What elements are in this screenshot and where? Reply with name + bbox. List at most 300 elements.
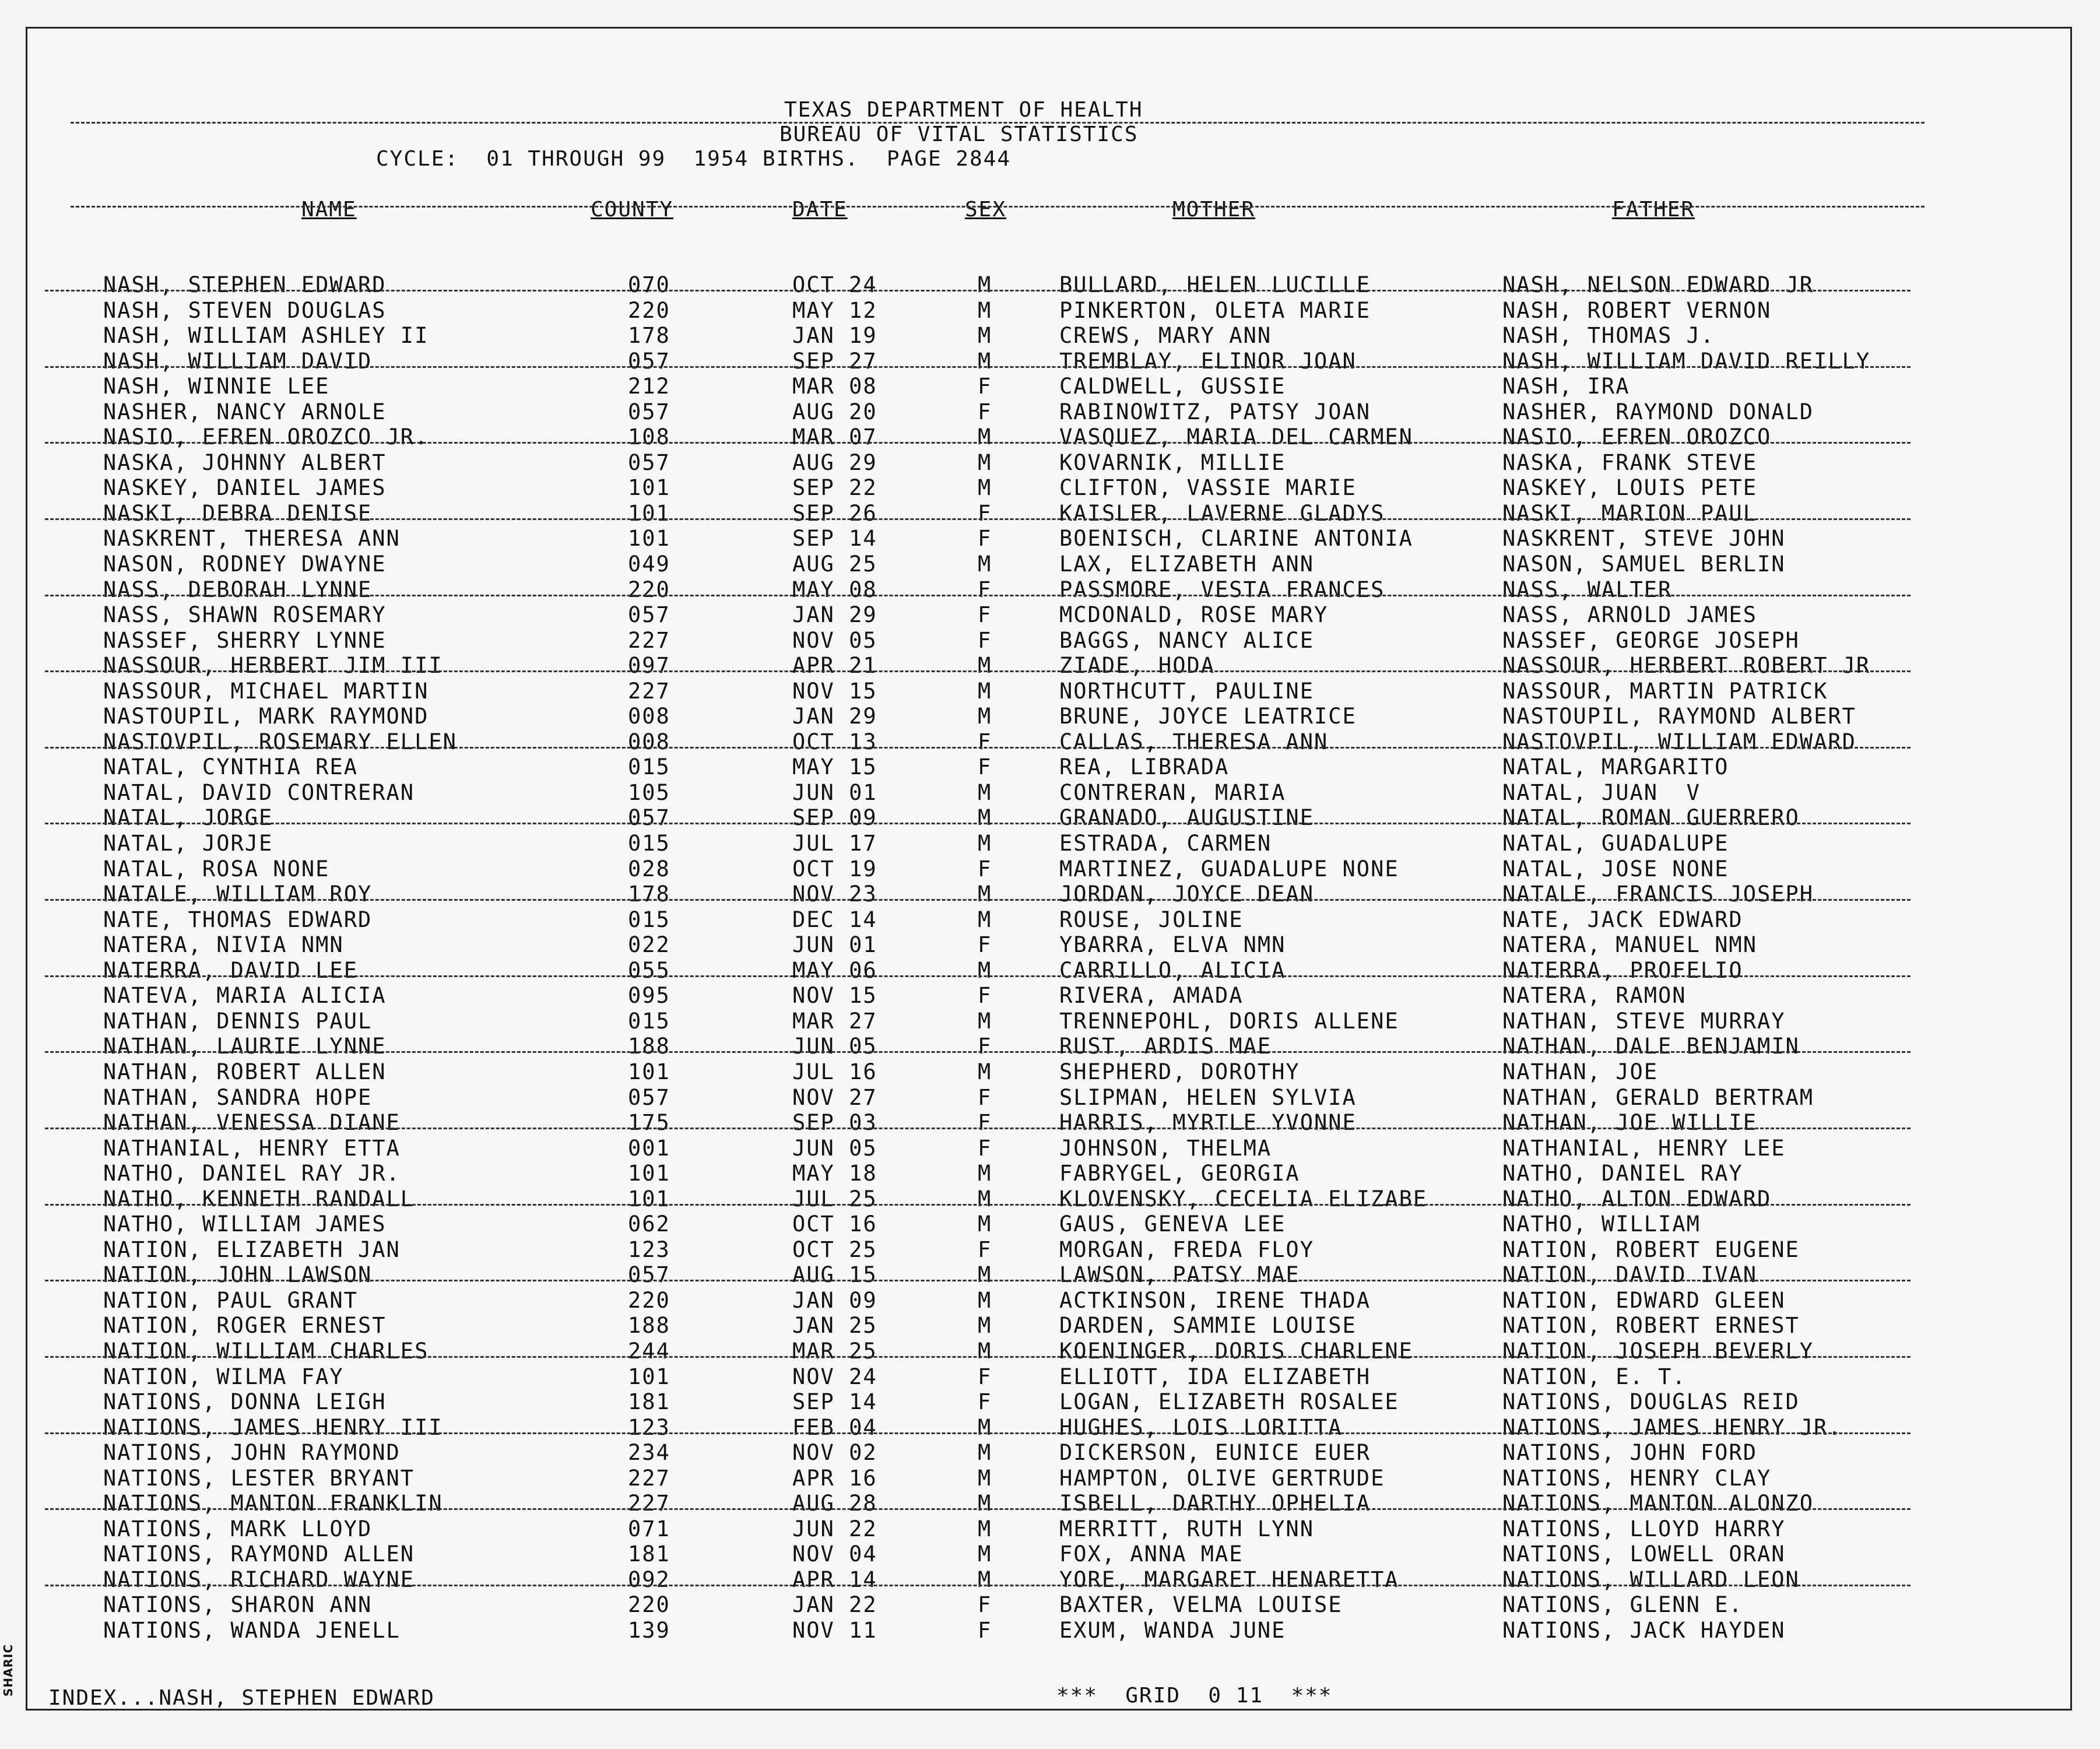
cell-county: 188	[628, 1034, 670, 1059]
cell-father: NATHO, ALTON EDWARD	[1502, 1186, 1772, 1211]
cell-date: SEP 27	[792, 348, 877, 374]
cell-mother: HUGHES, LOIS LORITTA	[1059, 1414, 1343, 1440]
cell-father: NATIONS, LLOYD HARRY	[1502, 1516, 1786, 1541]
table-row	[27, 399, 2070, 425]
cell-name: NASKEY, DANIEL JAMES	[103, 475, 387, 501]
table-row	[27, 679, 2070, 704]
table-row	[27, 1059, 2070, 1085]
cell-mother: ACTKINSON, IRENE THADA	[1059, 1287, 1371, 1313]
cell-mother: BOENISCH, CLARINE ANTONIA	[1059, 526, 1413, 552]
cell-sex: M	[978, 323, 992, 349]
index-footer: INDEX...NASH, STEPHEN EDWARD	[48, 1686, 435, 1710]
cell-mother: FABRYGEL, GEORGIA	[1059, 1161, 1300, 1186]
cell-sex: M	[978, 475, 992, 501]
cell-sex: M	[978, 881, 992, 907]
table-row	[27, 1136, 2070, 1161]
cell-father: NATION, EDWARD GLEEN	[1502, 1287, 1786, 1313]
cell-name: NATHANIAL, HENRY ETTA	[103, 1135, 401, 1161]
cell-county: 123	[628, 1414, 670, 1440]
cell-mother: LAWSON, PATSY MAE	[1059, 1262, 1300, 1288]
table-row	[27, 1415, 2070, 1441]
cell-mother: MCDONALD, ROSE MARY	[1059, 602, 1329, 628]
cell-name: NASKRENT, THERESA ANN	[103, 526, 401, 552]
cell-mother: RIVERA, AMADA	[1059, 983, 1244, 1009]
table-row	[27, 1592, 2070, 1618]
cell-name: NATHAN, VENESSA DIANE	[103, 1110, 401, 1136]
cell-county: 095	[628, 983, 670, 1009]
cell-name: NASIO, EFREN OROZCO JR.	[103, 424, 429, 450]
table-row	[27, 780, 2070, 806]
cell-sex: M	[978, 272, 992, 297]
cell-sex: M	[978, 1186, 992, 1211]
cell-father: NATIONS, MANTON ALONZO	[1502, 1491, 1814, 1516]
cell-sex: M	[978, 1491, 992, 1516]
cell-name: NATION, ROGER ERNEST	[103, 1313, 387, 1339]
cell-father: NATHO, WILLIAM	[1502, 1211, 1701, 1237]
cell-name: NASH, WILLIAM ASHLEY II	[103, 323, 429, 349]
cell-sex: M	[978, 1211, 992, 1237]
table-row	[27, 1491, 2070, 1516]
cell-name: NASS, SHAWN ROSEMARY	[103, 602, 387, 628]
cell-date: JUL 25	[792, 1186, 877, 1211]
cell-father: NASSEF, GEORGE JOSEPH	[1502, 627, 1800, 653]
cell-sex: F	[978, 1034, 992, 1059]
table-row	[27, 1085, 2070, 1111]
cell-sex: F	[978, 754, 992, 780]
cell-father: NASS, WALTER	[1502, 577, 1673, 602]
cell-father: NATION, ROBERT ERNEST	[1502, 1313, 1800, 1339]
cell-county: 057	[628, 399, 670, 424]
cell-date: SEP 22	[792, 475, 877, 501]
cell-name: NATIONS, DONNA LEIGH	[103, 1389, 387, 1415]
cell-mother: CONTRERAN, MARIA	[1059, 779, 1286, 805]
cell-sex: M	[978, 653, 992, 679]
cell-county: 062	[628, 1211, 670, 1237]
cell-date: NOV 27	[792, 1084, 877, 1110]
cell-date: MAY 06	[792, 957, 877, 983]
cell-father: NATERA, RAMON	[1502, 983, 1687, 1009]
table-row	[27, 1618, 2070, 1643]
cell-mother: YORE, MARGARET HENARETTA	[1059, 1567, 1399, 1592]
cell-county: 101	[628, 475, 670, 501]
table-row	[27, 831, 2070, 856]
cell-sex: F	[978, 1237, 992, 1262]
cell-mother: KAISLER, LAVERNE GLADYS	[1059, 500, 1385, 526]
cell-county: 101	[628, 526, 670, 552]
cell-county: 227	[628, 678, 670, 704]
cell-date: AUG 20	[792, 399, 877, 424]
cell-county: 227	[628, 1465, 670, 1491]
cell-father: NASTOVPIL, WILLIAM EDWARD	[1502, 729, 1856, 754]
cell-mother: JOHNSON, THELMA	[1059, 1135, 1272, 1161]
cell-father: NATALE, FRANCIS JOSEPH	[1502, 881, 1814, 907]
microfilm-page	[26, 27, 2072, 1711]
cell-date: NOV 15	[792, 678, 877, 704]
cell-mother: BAXTER, VELMA LOUISE	[1059, 1592, 1343, 1618]
cell-mother: CLIFTON, VASSIE MARIE	[1059, 475, 1357, 501]
cell-county: 175	[628, 1110, 670, 1136]
cell-sex: M	[978, 1262, 992, 1288]
cell-father: NASKI, MARION PAUL	[1502, 500, 1757, 526]
cell-date: NOV 24	[792, 1364, 877, 1389]
cell-mother: CARRILLO, ALICIA	[1059, 957, 1286, 983]
cell-date: MAY 15	[792, 754, 877, 780]
table-row	[27, 1237, 2070, 1263]
cell-date: NOV 23	[792, 881, 877, 907]
cell-mother: PASSMORE, VESTA FRANCES	[1059, 577, 1385, 602]
table-row	[27, 349, 2070, 374]
cell-father: NATIONS, JAMES HENRY JR.	[1502, 1414, 1842, 1440]
cell-mother: FOX, ANNA MAE	[1059, 1541, 1244, 1567]
cell-name: NATHAN, DENNIS PAUL	[103, 1008, 373, 1034]
table-row	[27, 1567, 2070, 1593]
cell-sex: M	[978, 907, 992, 932]
cell-mother: EXUM, WANDA JUNE	[1059, 1617, 1286, 1643]
cell-name: NASSOUR, MICHAEL MARTIN	[103, 678, 429, 704]
cell-name: NASHER, NANCY ARNOLE	[103, 399, 387, 424]
cell-county: 188	[628, 1313, 670, 1339]
cell-sex: F	[978, 602, 992, 628]
cell-mother: KOENINGER, DORIS CHARLENE	[1059, 1338, 1413, 1364]
cell-date: OCT 24	[792, 272, 877, 297]
cell-sex: M	[978, 1541, 992, 1567]
cell-county: 015	[628, 1008, 670, 1034]
cell-county: 015	[628, 831, 670, 856]
table-row	[27, 577, 2070, 603]
cell-date: NOV 15	[792, 983, 877, 1009]
cell-sex: F	[978, 1084, 992, 1110]
cell-mother: ROUSE, JOLINE	[1059, 907, 1244, 932]
table-row	[27, 424, 2070, 450]
cell-mother: PINKERTON, OLETA MARIE	[1059, 297, 1371, 323]
cell-father: NATIONS, GLENN E.	[1502, 1592, 1743, 1618]
cell-father: NATE, JACK EDWARD	[1502, 907, 1743, 932]
column-header-sex: SEX	[965, 198, 1007, 222]
cell-name: NASTOUPIL, MARK RAYMOND	[103, 704, 429, 729]
table-row	[27, 1313, 2070, 1339]
cell-mother: BRUNE, JOYCE LEATRICE	[1059, 704, 1357, 729]
table-row	[27, 450, 2070, 476]
table-row	[27, 323, 2070, 349]
cell-name: NATALE, WILLIAM ROY	[103, 881, 373, 907]
table-row	[27, 1440, 2070, 1466]
cell-county: 139	[628, 1617, 670, 1643]
table-row	[27, 805, 2070, 831]
cell-name: NATE, THOMAS EDWARD	[103, 907, 373, 932]
table-row	[27, 1541, 2070, 1567]
cell-county: 015	[628, 907, 670, 932]
cell-date: AUG 28	[792, 1491, 877, 1516]
cell-county: 101	[628, 1059, 670, 1084]
cell-name: NATHO, DANIEL RAY JR.	[103, 1161, 401, 1186]
cell-sex: M	[978, 1287, 992, 1313]
cell-county: 049	[628, 552, 670, 577]
cell-name: NATIONS, MANTON FRANKLIN	[103, 1491, 443, 1516]
cell-father: NATHAN, GERALD BERTRAM	[1502, 1084, 1814, 1110]
cell-sex: M	[978, 1516, 992, 1541]
cell-sex: F	[978, 1110, 992, 1136]
cell-date: APR 16	[792, 1465, 877, 1491]
cell-sex: F	[978, 374, 992, 399]
table-row	[27, 856, 2070, 882]
table-row	[27, 704, 2070, 729]
cell-mother: SLIPMAN, HELEN SYLVIA	[1059, 1084, 1357, 1110]
cell-date: MAY 12	[792, 297, 877, 323]
cell-mother: ELLIOTT, IDA ELIZABETH	[1059, 1364, 1371, 1389]
cell-date: APR 21	[792, 653, 877, 679]
cell-name: NATION, JOHN LAWSON	[103, 1262, 373, 1288]
cell-name: NASKA, JOHNNY ALBERT	[103, 449, 387, 475]
cell-county: 008	[628, 729, 670, 754]
cell-father: NATIONS, HENRY CLAY	[1502, 1465, 1772, 1491]
cell-name: NATIONS, JAMES HENRY III	[103, 1414, 443, 1440]
cell-father: NASH, WILLIAM DAVID REILLY	[1502, 348, 1871, 374]
column-header-father: FATHER	[1612, 198, 1695, 222]
column-header-name: NAME	[301, 198, 357, 222]
table-row	[27, 552, 2070, 577]
cell-father: NASH, NELSON EDWARD JR	[1502, 272, 1814, 297]
cell-county: 057	[628, 348, 670, 374]
table-row	[27, 907, 2070, 933]
cell-sex: F	[978, 932, 992, 958]
cell-father: NATION, DAVID IVAN	[1502, 1262, 1757, 1288]
cell-date: JAN 09	[792, 1287, 877, 1313]
cell-father: NASON, SAMUEL BERLIN	[1502, 552, 1786, 577]
cell-father: NATHO, DANIEL RAY	[1502, 1161, 1743, 1186]
cell-name: NATHAN, ROBERT ALLEN	[103, 1059, 387, 1084]
cell-mother: KLOVENSKY, CECELIA ELIZABE	[1059, 1186, 1428, 1211]
cell-county: 105	[628, 779, 670, 805]
cell-county: 001	[628, 1135, 670, 1161]
cell-name: NASS, DEBORAH LYNNE	[103, 577, 373, 602]
cell-date: NOV 05	[792, 627, 877, 653]
cell-sex: F	[978, 1364, 992, 1389]
cell-date: FEB 04	[792, 1414, 877, 1440]
cell-name: NATEVA, MARIA ALICIA	[103, 983, 387, 1009]
cell-father: NASKEY, LOUIS PETE	[1502, 475, 1757, 501]
cell-father: NASSOUR, MARTIN PATRICK	[1502, 678, 1828, 704]
cell-county: 055	[628, 957, 670, 983]
cell-date: SEP 09	[792, 805, 877, 831]
cell-father: NASSOUR, HERBERT ROBERT JR	[1502, 653, 1871, 679]
cell-name: NATAL, JORGE	[103, 805, 273, 831]
table-row	[27, 1161, 2070, 1186]
cell-county: 057	[628, 1084, 670, 1110]
cell-county: 008	[628, 704, 670, 729]
cell-county: 101	[628, 1161, 670, 1186]
cell-mother: BAGGS, NANCY ALICE	[1059, 627, 1314, 653]
cell-sex: F	[978, 526, 992, 552]
cell-sex: F	[978, 729, 992, 754]
cell-date: JUN 01	[792, 932, 877, 958]
cell-sex: M	[978, 1414, 992, 1440]
cell-name: NATAL, DAVID CONTRERAN	[103, 779, 415, 805]
cell-sex: M	[978, 348, 992, 374]
table-row	[27, 1034, 2070, 1059]
cell-date: NOV 02	[792, 1440, 877, 1466]
table-row	[27, 526, 2070, 552]
cell-county: 123	[628, 1237, 670, 1262]
cell-father: NATIONS, WILLARD LEON	[1502, 1567, 1800, 1592]
cell-date: OCT 16	[792, 1211, 877, 1237]
table-row	[27, 983, 2070, 1009]
cell-date: JUN 05	[792, 1135, 877, 1161]
cell-county: 227	[628, 1491, 670, 1516]
cell-county: 178	[628, 881, 670, 907]
table-row	[27, 958, 2070, 984]
cell-father: NASH, THOMAS J.	[1502, 323, 1715, 349]
cell-sex: M	[978, 779, 992, 805]
cell-date: MAR 08	[792, 374, 877, 399]
cell-father: NATION, E. T.	[1502, 1364, 1687, 1389]
cell-sex: M	[978, 1440, 992, 1466]
table-row	[27, 1211, 2070, 1237]
cell-date: OCT 13	[792, 729, 877, 754]
cell-date: JUN 01	[792, 779, 877, 805]
cell-father: NASHER, RAYMOND DONALD	[1502, 399, 1814, 424]
cell-county: 057	[628, 449, 670, 475]
cell-sex: F	[978, 856, 992, 881]
cell-county: 022	[628, 932, 670, 958]
cell-date: JAN 19	[792, 323, 877, 349]
cell-father: NATHAN, JOE WILLIE	[1502, 1110, 1757, 1136]
table-row	[27, 729, 2070, 755]
table-row	[27, 298, 2070, 324]
cell-name: NASSOUR, HERBERT JIM III	[103, 653, 443, 679]
cell-mother: CALDWELL, GUSSIE	[1059, 374, 1286, 399]
cell-name: NATION, WILMA FAY	[103, 1364, 344, 1389]
table-row	[27, 881, 2070, 907]
table-row	[27, 1262, 2070, 1288]
cell-name: NATIONS, WANDA JENELL	[103, 1617, 401, 1643]
cell-date: MAR 07	[792, 424, 877, 450]
cell-name: NATIONS, RICHARD WAYNE	[103, 1567, 415, 1592]
cell-date: SEP 14	[792, 526, 877, 552]
cell-sex: F	[978, 500, 992, 526]
cell-county: 234	[628, 1440, 670, 1466]
cell-county: 092	[628, 1567, 670, 1592]
cell-father: NASH, ROBERT VERNON	[1502, 297, 1772, 323]
table-row	[27, 754, 2070, 780]
cell-name: NASON, RODNEY DWAYNE	[103, 552, 387, 577]
cell-mother: MERRITT, RUTH LYNN	[1059, 1516, 1314, 1541]
cell-sex: M	[978, 424, 992, 450]
cell-father: NASS, ARNOLD JAMES	[1502, 602, 1757, 628]
cell-mother: MORGAN, FREDA FLOY	[1059, 1237, 1314, 1262]
cell-date: SEP 26	[792, 500, 877, 526]
cell-father: NATIONS, LOWELL ORAN	[1502, 1541, 1786, 1567]
cell-mother: ISBELL, DARTHY OPHELIA	[1059, 1491, 1371, 1516]
table-row	[27, 1339, 2070, 1364]
cell-date: MAY 08	[792, 577, 877, 602]
cell-father: NATERA, MANUEL NMN	[1502, 932, 1757, 958]
cell-mother: HARRIS, MYRTLE YVONNE	[1059, 1110, 1357, 1136]
cell-sex: M	[978, 1008, 992, 1034]
cell-sex: F	[978, 1617, 992, 1643]
cell-father: NATAL, MARGARITO	[1502, 754, 1729, 780]
cell-sex: M	[978, 1059, 992, 1084]
header-rule	[71, 122, 1925, 124]
cell-father: NATAL, GUADALUPE	[1502, 831, 1729, 856]
cycle-line: CYCLE: 01 THROUGH 99 1954 BIRTHS. PAGE 2844	[376, 147, 1011, 171]
table-row	[27, 1364, 2070, 1390]
cell-sex: F	[978, 1389, 992, 1415]
cell-county: 227	[628, 627, 670, 653]
cell-sex: M	[978, 449, 992, 475]
cell-date: JAN 29	[792, 602, 877, 628]
table-row	[27, 1516, 2070, 1542]
cell-father: NATAL, JUAN V	[1502, 779, 1701, 805]
cell-mother: RUST, ARDIS MAE	[1059, 1034, 1272, 1059]
table-row	[27, 1186, 2070, 1212]
page-title: TEXAS DEPARTMENT OF HEALTH	[784, 98, 1143, 122]
cell-county: 057	[628, 805, 670, 831]
cell-mother: BULLARD, HELEN LUCILLE	[1059, 272, 1371, 297]
cell-sex: M	[978, 1338, 992, 1364]
cell-father: NATIONS, DOUGLAS REID	[1502, 1389, 1800, 1415]
cell-name: NASH, WILLIAM DAVID	[103, 348, 373, 374]
cell-mother: TREMBLAY, ELINOR JOAN	[1059, 348, 1357, 374]
cell-name: NATIONS, SHARON ANN	[103, 1592, 373, 1618]
cell-name: NASKI, DEBRA DENISE	[103, 500, 373, 526]
cell-mother: CALLAS, THERESA ANN	[1059, 729, 1329, 754]
table-row	[27, 272, 2070, 298]
table-row	[27, 1389, 2070, 1415]
cell-mother: ESTRADA, CARMEN	[1059, 831, 1272, 856]
cell-date: MAR 27	[792, 1008, 877, 1034]
cell-county: 181	[628, 1541, 670, 1567]
cell-father: NATAL, JOSE NONE	[1502, 856, 1729, 881]
cell-sex: M	[978, 704, 992, 729]
table-row	[27, 374, 2070, 399]
cell-sex: F	[978, 627, 992, 653]
column-header-rule	[71, 206, 1925, 208]
cell-father: NASH, IRA	[1502, 374, 1630, 399]
cell-date: AUG 29	[792, 449, 877, 475]
table-row	[27, 628, 2070, 654]
cell-name: NATERA, NIVIA NMN	[103, 932, 344, 958]
cell-date: JUN 05	[792, 1034, 877, 1059]
cell-father: NATHAN, STEVE MURRAY	[1502, 1008, 1786, 1034]
cell-date: JAN 29	[792, 704, 877, 729]
cell-county: 097	[628, 653, 670, 679]
cell-sex: M	[978, 297, 992, 323]
cell-sex: M	[978, 678, 992, 704]
cell-mother: NORTHCUTT, PAULINE	[1059, 678, 1314, 704]
cell-father: NASTOUPIL, RAYMOND ALBERT	[1502, 704, 1856, 729]
cell-mother: ZIADE, HODA	[1059, 653, 1216, 679]
cell-father: NATERRA, PROFELIO	[1502, 957, 1743, 983]
cell-mother: SHEPHERD, DOROTHY	[1059, 1059, 1300, 1084]
table-row	[27, 475, 2070, 501]
cell-mother: DICKERSON, EUNICE EUER	[1059, 1440, 1371, 1466]
cell-county: 220	[628, 1287, 670, 1313]
cell-county: 101	[628, 500, 670, 526]
cell-name: NATHAN, SANDRA HOPE	[103, 1084, 373, 1110]
cell-name: NATERRA, DAVID LEE	[103, 957, 358, 983]
cell-county: 101	[628, 1186, 670, 1211]
cell-name: NASH, WINNIE LEE	[103, 374, 330, 399]
cell-sex: M	[978, 1567, 992, 1592]
cell-date: AUG 15	[792, 1262, 877, 1288]
cell-name: NATHO, WILLIAM JAMES	[103, 1211, 387, 1237]
cell-mother: KOVARNIK, MILLIE	[1059, 449, 1286, 475]
cell-sex: F	[978, 577, 992, 602]
cell-father: NASKA, FRANK STEVE	[1502, 449, 1757, 475]
cell-date: JUN 22	[792, 1516, 877, 1541]
side-label: SHARIC	[1, 1643, 15, 1697]
cell-name: NASH, STEPHEN EDWARD	[103, 272, 387, 297]
